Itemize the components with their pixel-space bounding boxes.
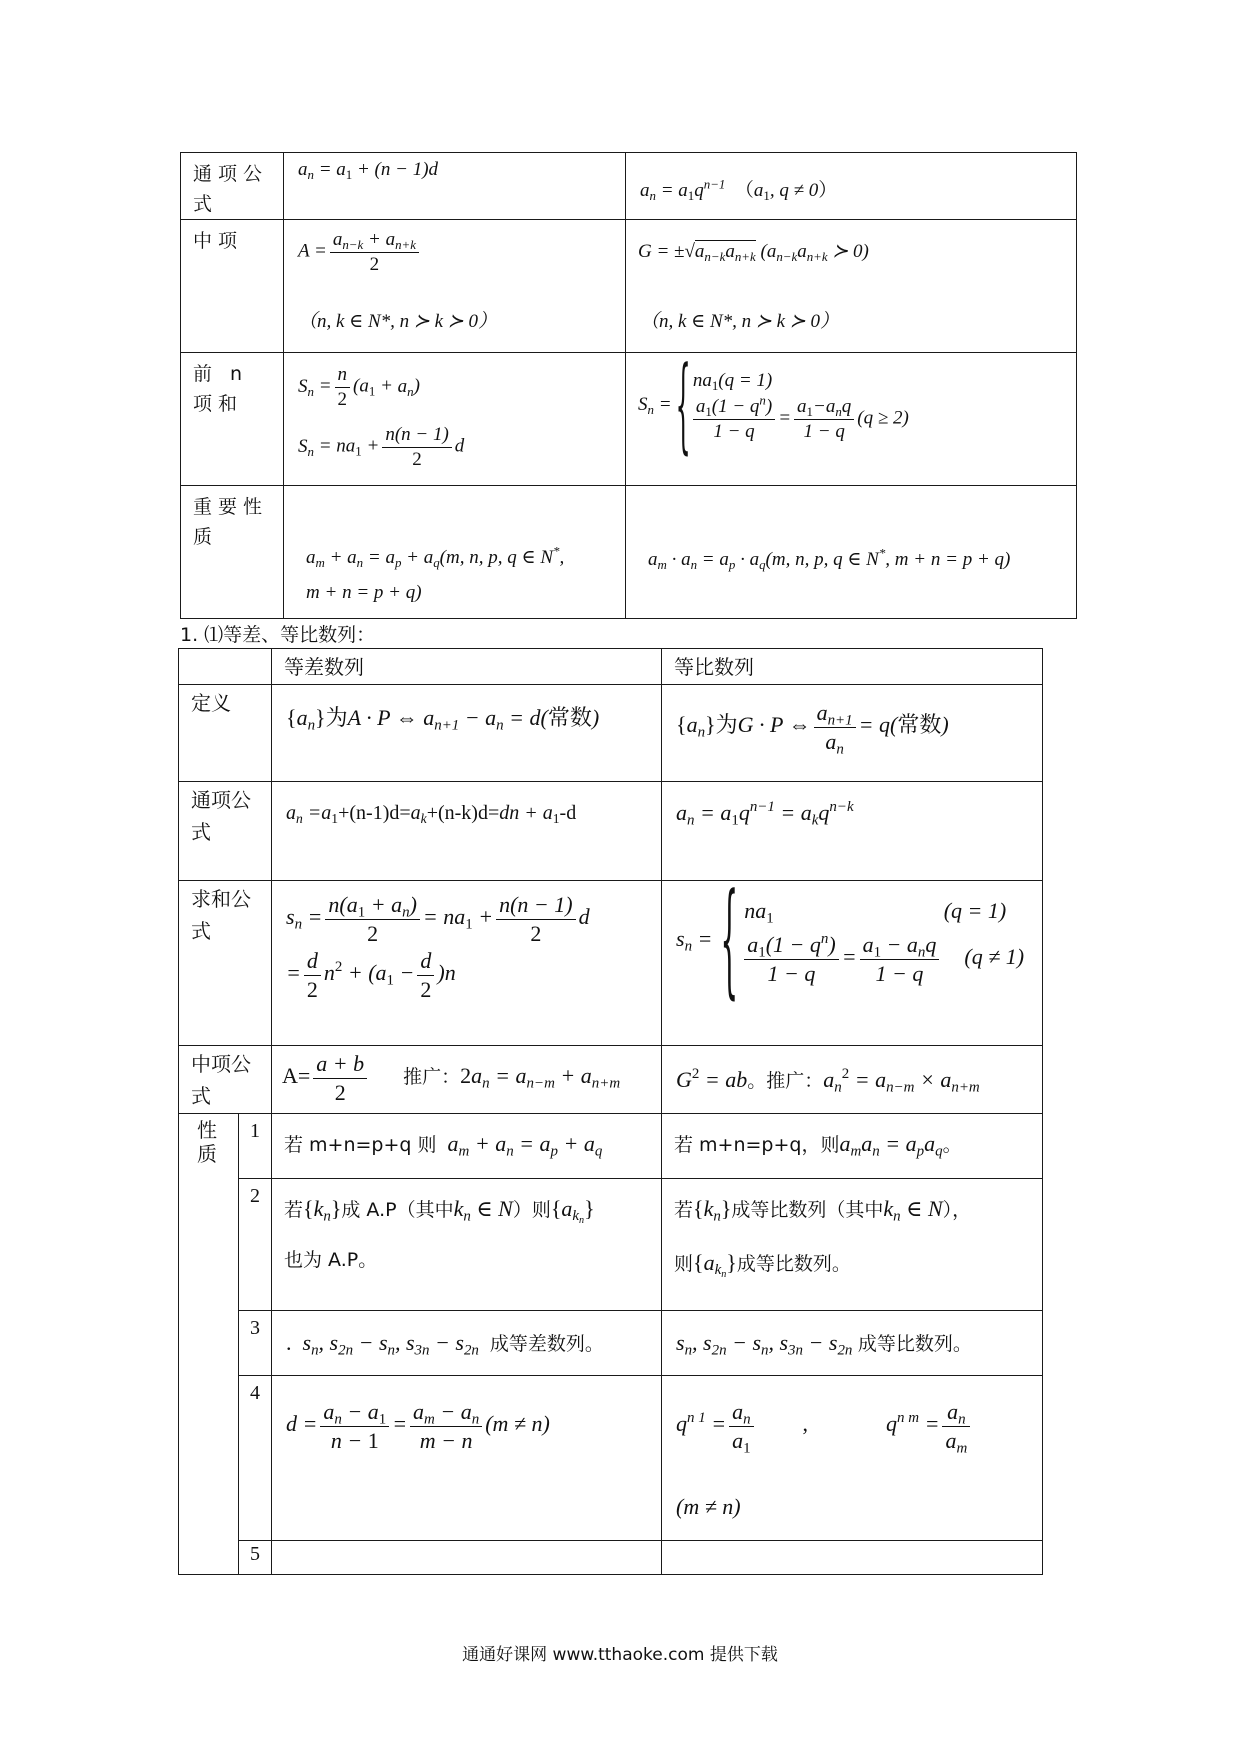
- arith-general-term: $a_n = a_1 + (n - 1)d$: [284, 153, 626, 220]
- table-row: [179, 1311, 1043, 1376]
- geo-middle-term: $G = \pm√a_{n-k}a_{n+k}$ ($a_{n-k}a_{n+k}$ ≻ 0) （n, k ∈ N*, n ≻ k ≻ 0）: [626, 220, 1077, 353]
- row-label-middle-term: 中项: [193, 230, 244, 252]
- geo-middle-formula: $G^2$ = ab。推广：$a_n^2 = a_{n-m} \times a_{n+m}$: [662, 1046, 1043, 1114]
- arith-general-formula: $a_n =a_1+(n-1)d=a_k+(n-k)d=dn + a_1-d$: [272, 782, 662, 881]
- table-row: [179, 881, 1043, 1046]
- arith-property-5: [272, 1541, 662, 1575]
- geo-key-property: $a_m \cdot a_n = a_p \cdot a_q(m$, n, p, q ∈ N*, m + n = p + q): [626, 486, 1077, 619]
- table-row: [179, 1179, 1043, 1311]
- arith-middle-formula: A= $\frac{a + b}{2}$ 推广：$2a_n = a_{n-m} + a_{n+m}$: [272, 1046, 662, 1114]
- row-label-properties: 性质: [197, 1118, 217, 1166]
- geo-general-formula: $a_n = a_1q^{n-1} = a_kq^{n-k}$: [662, 782, 1043, 881]
- table-row: [179, 1046, 1043, 1114]
- geo-property-5: [662, 1541, 1043, 1575]
- arith-middle-condition: （n, k ∈ N*, n ≻ k ≻ 0）: [298, 311, 497, 332]
- arith-sum-formula: $s_n$ = $\frac{n(a_1 + a_n)}{2}$ = $na_1$ + $\frac{n(n - 1)}{2}$ d = $\frac{d}{2}$ $n^2 + (a_1$ − $\frac{d}{2}$ )n: [272, 881, 662, 1046]
- property-number: 1: [239, 1114, 272, 1179]
- table-row: [181, 153, 1077, 220]
- row-label-general-formula: 通项公式: [191, 788, 251, 844]
- table-row: [179, 1114, 1043, 1179]
- table-row: [181, 486, 1077, 619]
- header-geometric: 等比数列: [674, 655, 754, 679]
- header-arithmetic: 等差数列: [284, 655, 364, 679]
- row-label-general-term: 通项公式: [193, 163, 269, 215]
- table-row: [179, 782, 1043, 881]
- row-label-sum-formula: 求和公式: [191, 887, 251, 943]
- section-heading: 1. ⑴等差、等比数列：: [180, 624, 376, 646]
- property-number: 2: [239, 1179, 272, 1311]
- table-row: [181, 220, 1077, 353]
- formula-table-2: [178, 648, 1043, 1575]
- geo-definition: $\{a_n\}$为G · P ⇔ $\frac{a_{n+1}}{a_n}$ = q(常数): [662, 685, 1043, 782]
- table-row: [179, 1541, 1043, 1575]
- arith-property-1: 若 m+n=p+q 则 $a_m + a_n = a_p + a_q$: [272, 1114, 662, 1179]
- geo-general-term: $a_n = a_1q^{n-1}$ （$a_1$, q ≠ 0）: [626, 153, 1077, 220]
- arith-property-2: 若$\{k_n\}$成 A.P（其中$k_n$ ∈ N）则$\{a_{k_n}\}$ 也为 A.P。: [272, 1179, 662, 1311]
- property-number: 4: [239, 1376, 272, 1541]
- formula-table-1: [180, 152, 1077, 619]
- table-row: [181, 353, 1077, 486]
- row-label-partial-sum: 前 n 项和: [193, 363, 249, 415]
- table-row: [179, 1376, 1043, 1541]
- geo-middle-condition: （n, k ∈ N*, n ≻ k ≻ 0）: [640, 311, 839, 332]
- geo-property-2: 若$\{k_n\}$成等比数列（其中$k_n$ ∈ N）， 则$\{a_{k_n}\}$成等比数列。: [662, 1179, 1043, 1311]
- property-number: 5: [239, 1541, 272, 1575]
- table-row: [179, 685, 1043, 782]
- geo-partial-sum: $S_n$ = { $na_1(q = 1)$ $\frac{a_1(1 - q^n)}{1 - q}$ = $\frac{a_1-a_nq}{1 - q}$ (q ≥ 2): [626, 353, 1077, 486]
- table-row: [179, 649, 1043, 685]
- property-number: 3: [239, 1311, 272, 1376]
- row-label-middle-formula: 中项公式: [191, 1052, 251, 1108]
- arith-middle-term: A = $\frac{a_{n-k} + a_{n+k}}{2}$ （n, k ∈ N*, n ≻ k ≻ 0）: [284, 220, 626, 353]
- geo-property-4: $q^{n 1}$ = $\frac{a_n}{a_1}$ , $q^{n m}$ = $\frac{a_n}{a_m}$ (m ≠ n): [662, 1376, 1043, 1541]
- geo-property-4-condition: (m ≠ n): [676, 1494, 741, 1519]
- row-label-key-properties: 重要性质: [193, 496, 269, 548]
- geo-property-1: 若 m+n=p+q，则$a_ma_n = a_pa_q$。: [662, 1114, 1043, 1179]
- geo-property-3: $s_n$, $s_{2n} - s_n$, $s_{3n} - s_{2n}$ 成等比数列。: [662, 1311, 1043, 1376]
- arith-definition: $\{a_n\}$为A · P ⇔ $a_{n+1} - a_n = d$(常数): [272, 685, 662, 782]
- arith-property-4: d = $\frac{a_n - a_1}{n - 1}$ = $\frac{a_m - a_n}{m - n}$ (m ≠ n): [272, 1376, 662, 1541]
- geo-sum-formula: $s_n$ = { $na_1$ (q = 1) $\frac{a_1(1 - q^n)}{1 - q}$ = $\frac{a_1 - a_nq}{1 - q}$ (q ≠ 1): [662, 881, 1043, 1046]
- footer-text: 通通好课网 www.tthaoke.com 提供下载: [462, 1645, 778, 1665]
- arith-partial-sum: $S_n$ = $\frac{n}{2}$ $(a_1 + a_n)$ $S_n = na_1$ + $\frac{n(n - 1)}{2}$ d: [284, 353, 626, 486]
- row-label-definition: 定义: [191, 691, 231, 715]
- arith-key-property: $a_m + a_n = a_p + a_q(m$, n, p, q ∈ N*, m + n = p + q): [284, 486, 626, 619]
- arith-property-3: . $s_n$, $s_{2n} - s_n$, $s_{3n} - s_{2n}$ 成等差数列。: [272, 1311, 662, 1376]
